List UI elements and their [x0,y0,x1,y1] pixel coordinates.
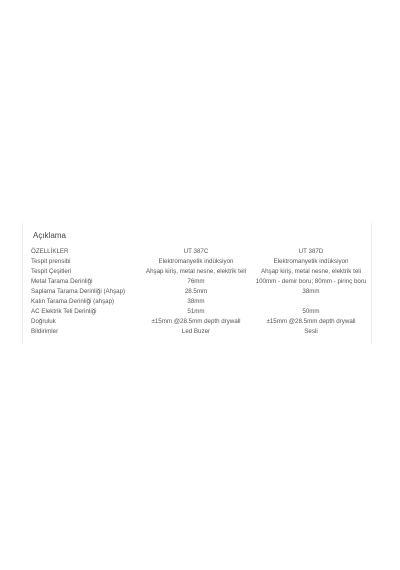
row-label: Saplama Tarama Derinliği (Ahşap) [31,288,126,295]
row-label: Doğruluk [31,318,56,325]
row-value-ut387d: 100mm - demir boru; 80mm - pirinç boru [255,278,367,285]
description-panel [22,223,372,344]
row-value-ut387d: Ahşap kiriş, metal nesne, elektrik teli [260,268,362,275]
table-row [31,267,371,277]
row-value-ut387d: 50mm [302,308,320,315]
table-row [31,317,371,327]
row-value-ut387c: 38mm [187,298,205,305]
table-header-row [31,247,371,257]
row-value-ut387c: Ahşap kiriş, metal nesne, elektrik teli [145,268,247,275]
row-label: Tespit Çeşitleri [31,268,72,275]
header-features: ÖZELLİKLER [31,248,69,255]
row-value-ut387d: Sesli [304,328,318,335]
row-value-ut387d: 38mm [302,288,320,295]
row-label: AC Elektrik Teli Derinliği [31,308,97,315]
table-row [31,307,371,317]
table-row [31,287,371,297]
row-label: Tespit prensibi [31,258,71,265]
row-value-ut387c: Led Buzer [181,328,211,335]
table-row [31,327,371,337]
table-row [31,297,371,307]
section-title: Açıklama [33,231,66,240]
row-label: Metal Tarama Derinliği [31,278,93,285]
header-ut387c: UT 387C [183,248,209,255]
row-value-ut387d [251,297,371,307]
row-value-ut387d: ±15mm @28.5mm depth drywall [266,318,356,325]
row-value-ut387c: ±15mm @28.5mm depth drywall [151,318,241,325]
table-row [31,277,371,287]
spec-table [31,247,371,337]
table-row [31,257,371,267]
row-label: Kalın Tarama Derinliği (ahşap) [31,298,115,305]
row-label: Bildirimler [31,328,59,335]
row-value-ut387c: 51mm [187,308,205,315]
row-value-ut387c: 76mm [187,278,205,285]
row-value-ut387c: Elektromanyetik indüksiyon [158,258,234,265]
row-value-ut387c: 28.5mm [184,288,208,295]
header-ut387d: UT 387D [298,248,324,255]
row-value-ut387d: Elektromanyetik indüksiyon [273,258,349,265]
